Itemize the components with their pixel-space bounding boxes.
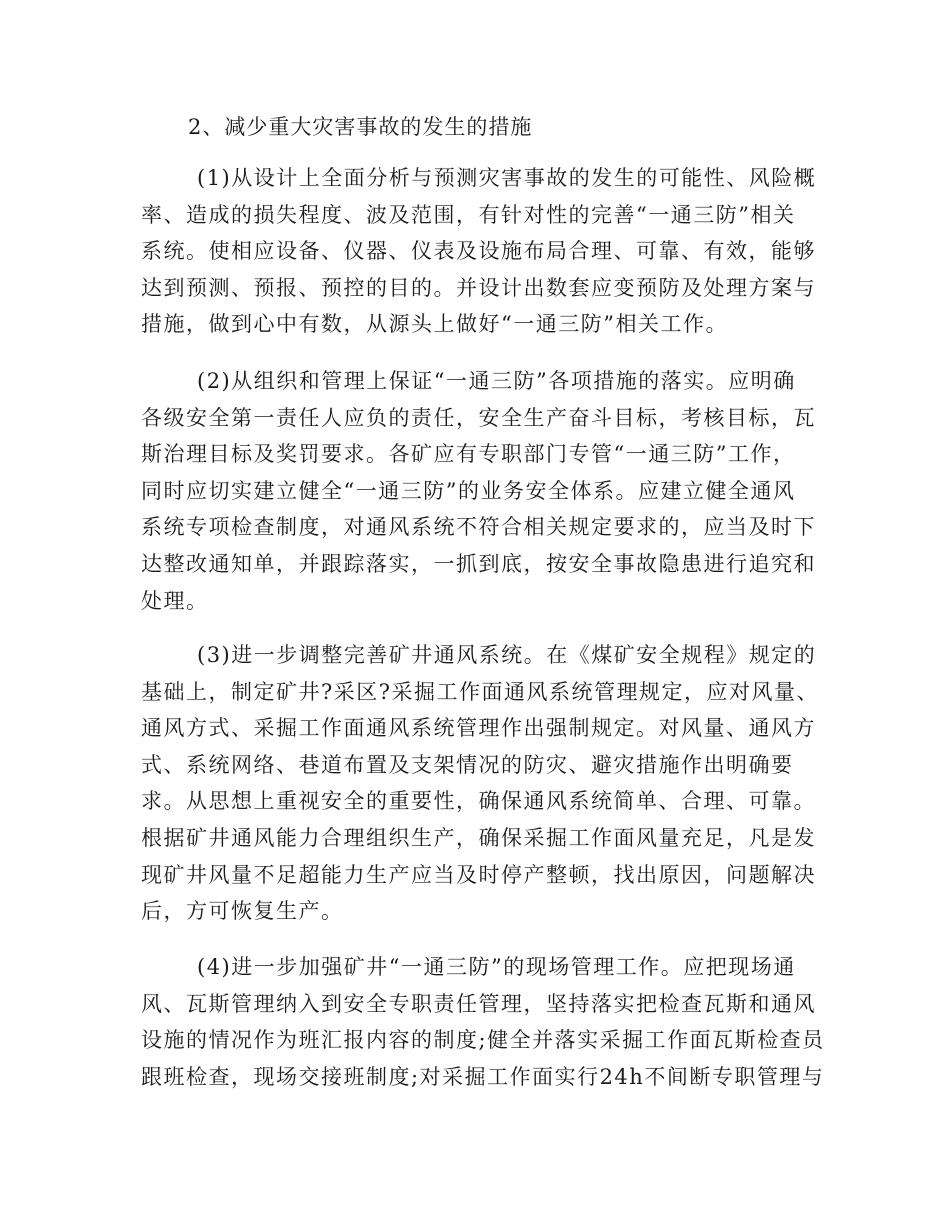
paragraph-line: (1)从设计上全面分析与预测灾害事故的发生的可能性、风险概 [197,166,817,190]
paragraph-line: 达到预测、预报、预控的目的。并设计出数套应变预防及处理方案与 [141,275,816,300]
paragraph-line: 处理。 [141,588,209,613]
paragraph-line: 斯治理目标及奖罚要求。各矿应有专职部门专管“一通三防”工作， [141,442,796,467]
paragraph-1 [141,160,817,343]
paragraph-4 [141,949,825,1095]
paragraph-line: 设施的情况作为班汇报内容的制度;健全并落实采掘工作面瓦斯检查员 [141,1028,825,1053]
paragraph-line: 根据矿井通风能力合理组织生产，确保采掘工作面风量充足，凡是发 [141,825,816,850]
paragraph-line: (4)进一步加强矿井“一通三防”的现场管理工作。应把现场通 [197,955,796,979]
paragraph-line: 同时应切实建立健全“一通三防”的业务安全体系。应建立健全通风 [141,478,796,503]
paragraph-line: 通风方式、采掘工作面通风系统管理作出强制规定。对风量、通风方 [141,716,816,741]
paragraph-2 [141,363,817,619]
paragraph-line: 系统专项检查制度，对通风系统不符合相关规定要求的，应当及时下 [141,515,816,540]
paragraph-line: 各级安全第一责任人应负的责任，安全生产奋斗目标，考核目标，瓦 [141,405,816,430]
paragraph-line: 风、瓦斯管理纳入到安全专职责任管理，坚持落实把检查瓦斯和通风 [141,991,816,1016]
paragraph-line: (2)从组织和管理上保证“一通三防”各项措施的落实。应明确 [197,369,796,393]
paragraph-line: 跟班检查，现场交接班制度;对采掘工作面实行24h不间断专职管理与 [141,1064,825,1089]
paragraph-line: (3)进一步调整完善矿井通风系统。在《煤矿安全规程》规定的 [197,643,817,667]
paragraph-line: 现矿井风量不足超能力生产应当及时停产整顿，找出原因，问题解决 [141,862,816,887]
paragraph-line: 后，方可恢复生产。 [141,899,344,924]
paragraph-3 [141,637,820,930]
paragraph-line: 达整改通知单，并跟踪落实，一抓到底，按安全事故隐患进行追究和 [141,551,816,576]
paragraph-line: 求。从思想上重视安全的重要性，确保通风系统简单、合理、可靠。 [141,789,816,814]
paragraph-line: 系统。使相应设备、仪器、仪表及设施布局合理、可靠、有效，能够 [141,239,816,264]
paragraph-line: 措施，做到心中有数，从源头上做好“一通三防”相关工作。 [141,312,728,337]
section-heading: 2、减少重大灾害事故的发生的措施 [188,115,533,139]
paragraph-line: 率、造成的损失程度、波及范围，有针对性的完善“一通三防”相关 [141,202,796,227]
paragraph-line: 式、系统网络、巷道布置及支架情况的防灾、避灾措施作出明确要 [141,752,794,777]
paragraph-line: 基础上，制定矿井?采区?采掘工作面通风系统管理规定，应对风量、 [141,679,820,704]
